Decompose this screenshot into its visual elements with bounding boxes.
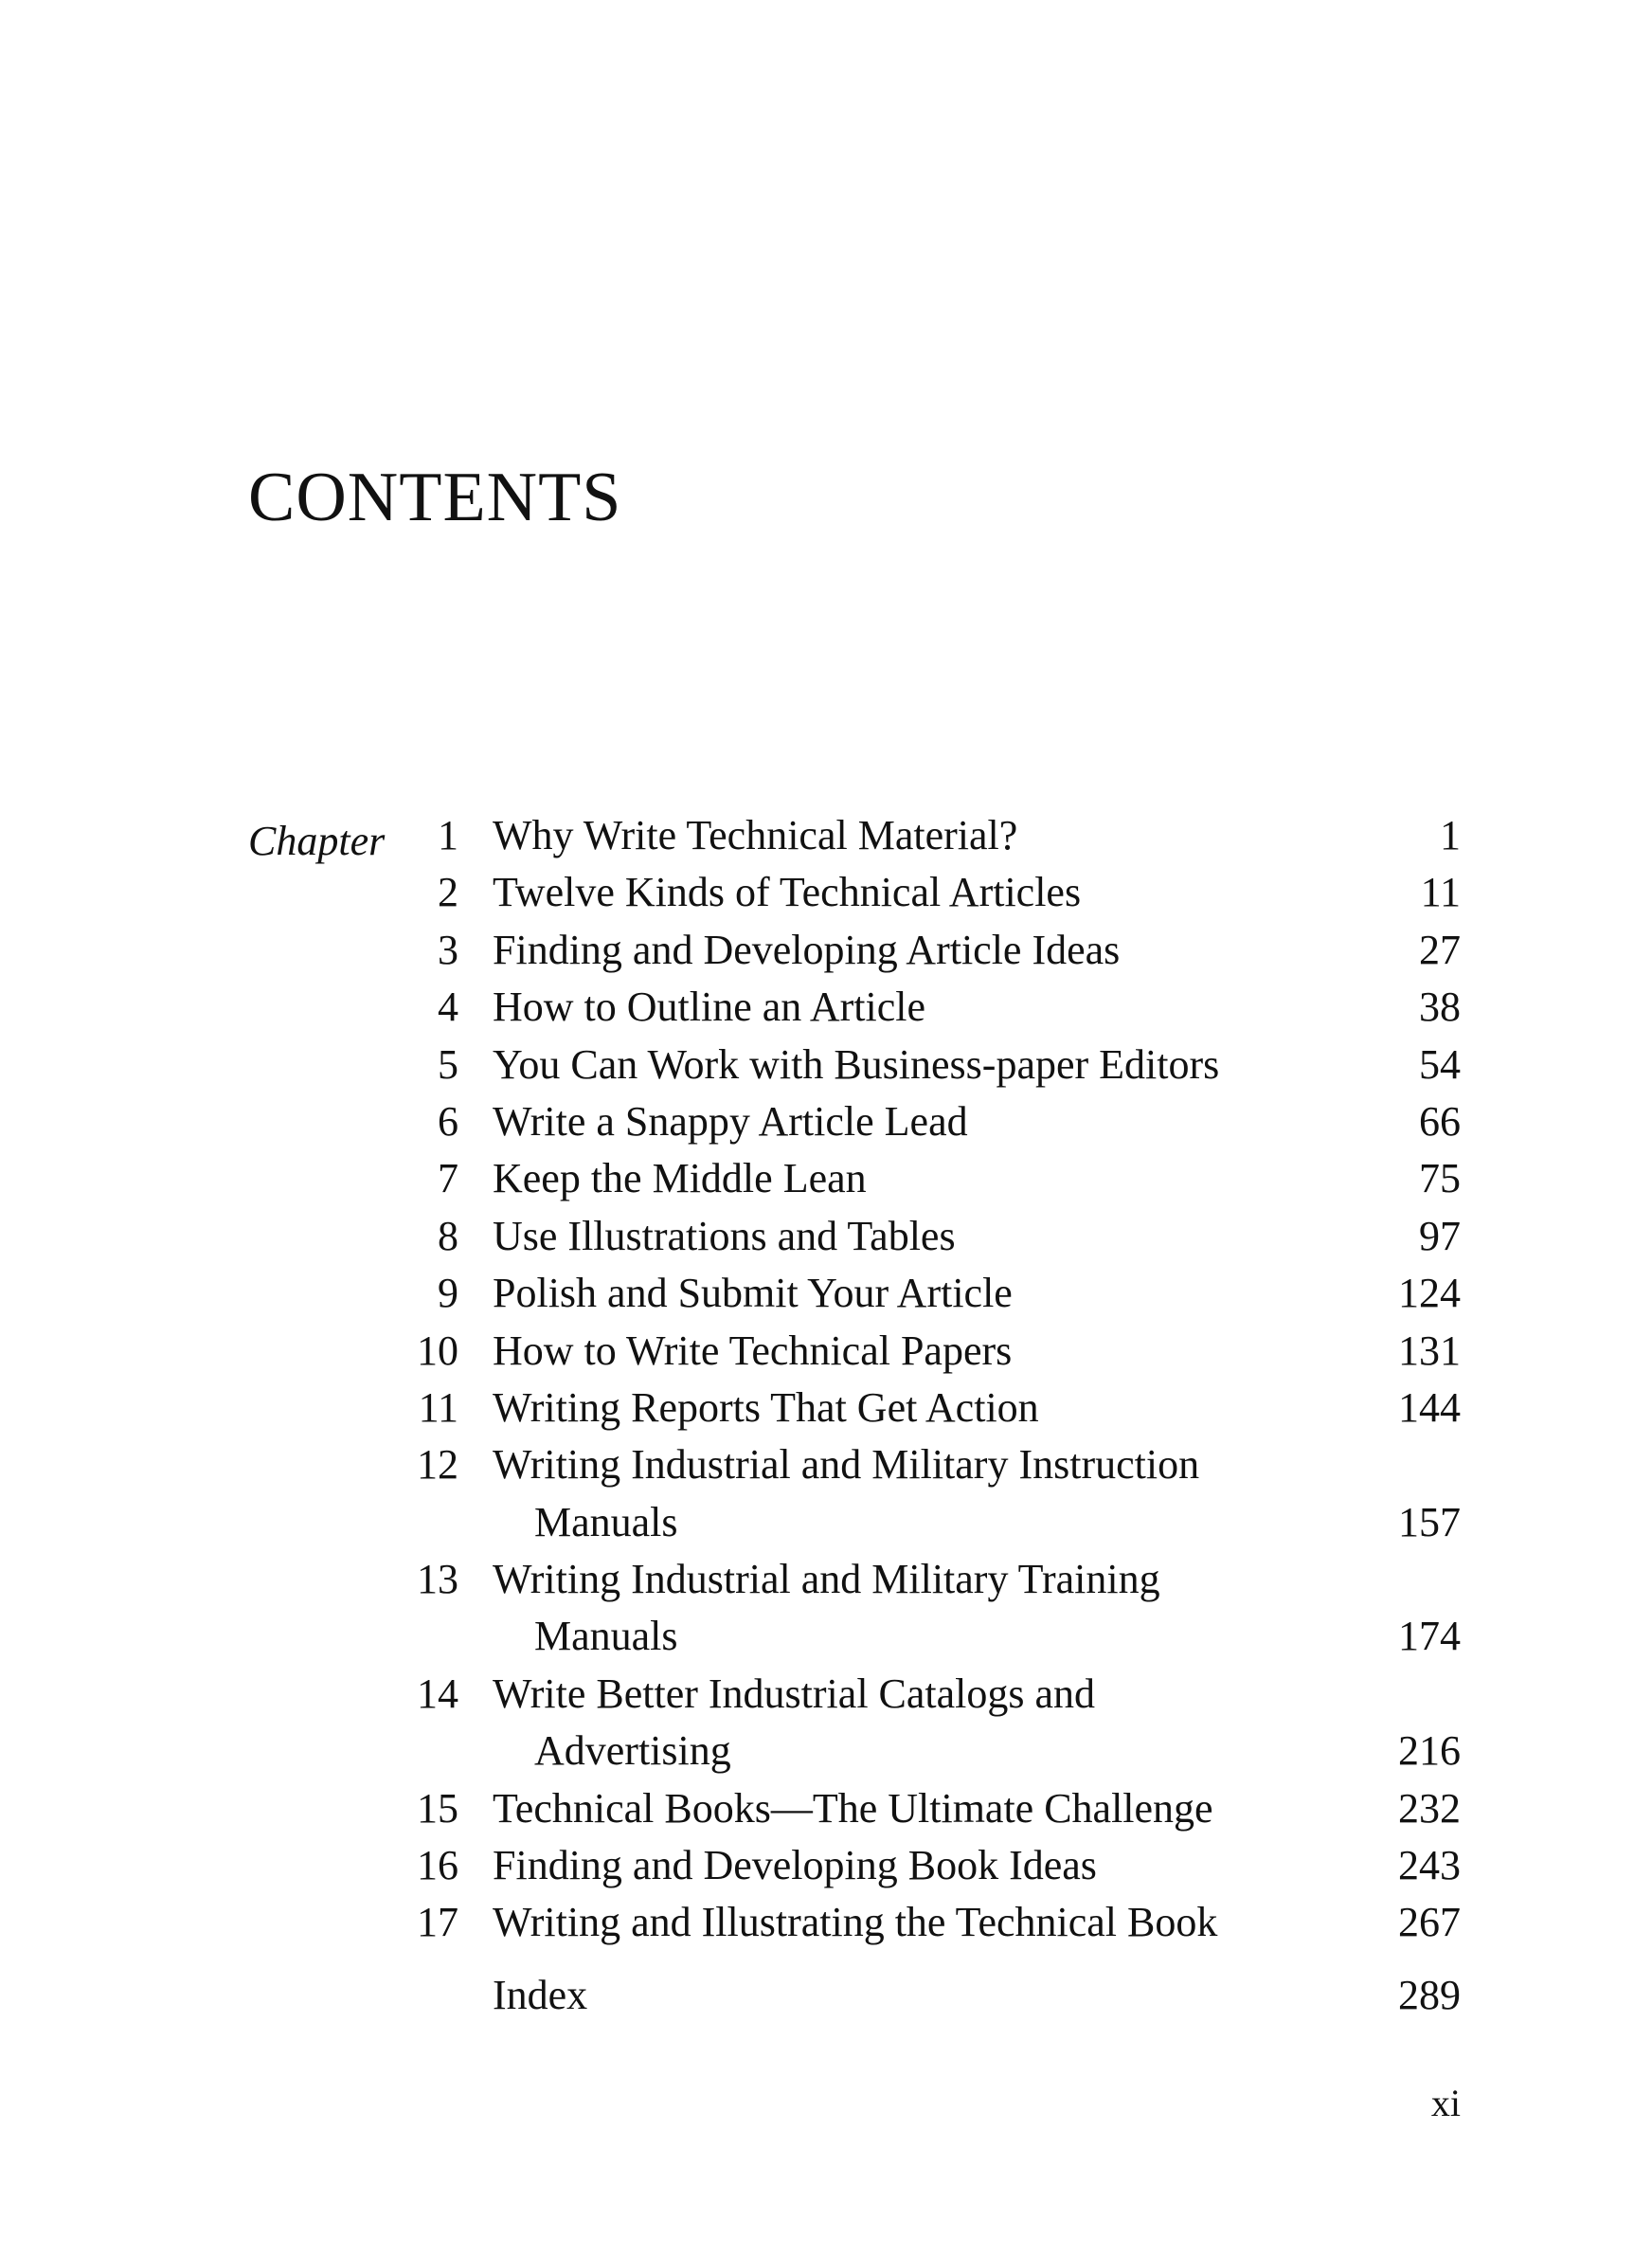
toc-chapter-number: 13 bbox=[417, 1556, 458, 1603]
toc-row bbox=[0, 1780, 1652, 1837]
toc-chapter-number: 3 bbox=[438, 926, 458, 973]
toc-chapter-title: Finding and Developing Article Ideas bbox=[493, 926, 1121, 973]
toc-chapter-title: Finding and Developing Book Ideas bbox=[493, 1842, 1097, 1889]
toc-chapter-title: Writing Industrial and Military Instruction bbox=[493, 1441, 1200, 1489]
toc-row bbox=[0, 1150, 1652, 1207]
toc-chapter-title: Manuals bbox=[534, 1613, 678, 1660]
toc-page-number: 75 bbox=[1419, 1155, 1461, 1202]
toc-chapter-title: Write Better Industrial Catalogs and bbox=[493, 1670, 1096, 1717]
toc-chapter-number: 1 bbox=[438, 812, 458, 858]
toc-page-number: 232 bbox=[1398, 1784, 1461, 1832]
toc-page-number: 38 bbox=[1419, 984, 1461, 1031]
page-title: CONTENTS bbox=[248, 459, 622, 536]
toc-chapter-number: 16 bbox=[417, 1842, 458, 1889]
toc-page-number: 66 bbox=[1419, 1097, 1461, 1145]
toc-chapter-number: 7 bbox=[438, 1155, 458, 1202]
toc-page-number: 124 bbox=[1398, 1270, 1461, 1317]
toc-chapter-title: Writing Industrial and Military Training bbox=[493, 1556, 1160, 1603]
toc-row bbox=[0, 1551, 1652, 1608]
toc-page-number: 144 bbox=[1398, 1383, 1461, 1431]
toc-row bbox=[0, 1037, 1652, 1093]
toc-page-number: 27 bbox=[1419, 926, 1461, 973]
toc-chapter-title: Technical Books—The Ultimate Challenge bbox=[493, 1784, 1213, 1832]
chapter-label: Chapter bbox=[248, 818, 386, 864]
toc-row bbox=[0, 1093, 1652, 1150]
page-number: xi bbox=[1430, 2082, 1461, 2124]
toc-row bbox=[0, 1380, 1652, 1436]
toc-row bbox=[0, 1208, 1652, 1265]
toc-chapter-title: Keep the Middle Lean bbox=[493, 1155, 867, 1202]
toc-chapter-number: 15 bbox=[417, 1784, 458, 1832]
toc-page-number: 267 bbox=[1398, 1899, 1461, 1946]
toc-chapter-title: Writing Reports That Get Action bbox=[493, 1383, 1039, 1431]
toc-page-number: 97 bbox=[1419, 1212, 1461, 1259]
toc-row bbox=[0, 1894, 1652, 1951]
toc-chapter-title: Writing and Illustrating the Technical Book bbox=[493, 1899, 1218, 1946]
toc-row bbox=[0, 807, 1652, 864]
toc-row bbox=[0, 1608, 1652, 1665]
toc-index-label: Index bbox=[493, 1971, 588, 2018]
toc-page-number: 11 bbox=[1420, 869, 1461, 916]
toc-chapter-title: Write a Snappy Article Lead bbox=[493, 1097, 968, 1145]
toc-chapter-title: Polish and Submit Your Article bbox=[493, 1270, 1013, 1317]
toc-chapter-title: How to Outline an Article bbox=[493, 984, 926, 1031]
toc-row bbox=[0, 1323, 1652, 1380]
toc-row bbox=[0, 979, 1652, 1036]
toc-chapter-number: 9 bbox=[438, 1270, 458, 1317]
toc-row bbox=[0, 1436, 1652, 1493]
toc-chapter-number: 8 bbox=[438, 1212, 458, 1259]
toc-chapter-number: 11 bbox=[418, 1383, 458, 1431]
toc-row bbox=[0, 1265, 1652, 1322]
toc-chapter-number: 12 bbox=[417, 1441, 458, 1489]
toc-chapter-number: 14 bbox=[417, 1670, 458, 1717]
toc-chapter-title: You Can Work with Business-paper Editors bbox=[493, 1040, 1220, 1088]
toc-row bbox=[0, 1723, 1652, 1779]
toc-row bbox=[0, 864, 1652, 921]
toc-chapter-number: 10 bbox=[417, 1327, 458, 1374]
toc-chapter-number: 6 bbox=[438, 1097, 458, 1145]
toc-page-number: 174 bbox=[1398, 1613, 1461, 1660]
toc-row bbox=[0, 922, 1652, 979]
table-of-contents bbox=[0, 807, 1652, 2024]
toc-index-page-number: 289 bbox=[1398, 1971, 1461, 2018]
toc-chapter-title: Use Illustrations and Tables bbox=[493, 1212, 956, 1259]
toc-page-number: 1 bbox=[1440, 812, 1461, 858]
toc-chapter-number: 2 bbox=[438, 869, 458, 916]
toc-row bbox=[0, 1837, 1652, 1894]
toc-chapter-number: 5 bbox=[438, 1040, 458, 1088]
toc-row bbox=[0, 1666, 1652, 1723]
toc-page-number: 243 bbox=[1398, 1842, 1461, 1889]
toc-chapter-title: Manuals bbox=[534, 1498, 678, 1545]
toc-page-number: 131 bbox=[1398, 1327, 1461, 1374]
toc-page-number: 54 bbox=[1419, 1040, 1461, 1088]
toc-row bbox=[0, 1494, 1652, 1551]
toc-page-number: 157 bbox=[1398, 1498, 1461, 1545]
toc-chapter-title: Why Write Technical Material? bbox=[493, 812, 1018, 858]
toc-chapter-title: How to Write Technical Papers bbox=[493, 1327, 1013, 1374]
toc-chapter-title: Twelve Kinds of Technical Articles bbox=[493, 869, 1082, 916]
toc-chapter-title: Advertising bbox=[534, 1727, 731, 1775]
toc-chapter-number: 17 bbox=[417, 1899, 458, 1946]
toc-page-number: 216 bbox=[1398, 1727, 1461, 1775]
toc-row-index bbox=[0, 1967, 1652, 2024]
toc-chapter-number: 4 bbox=[438, 984, 458, 1031]
